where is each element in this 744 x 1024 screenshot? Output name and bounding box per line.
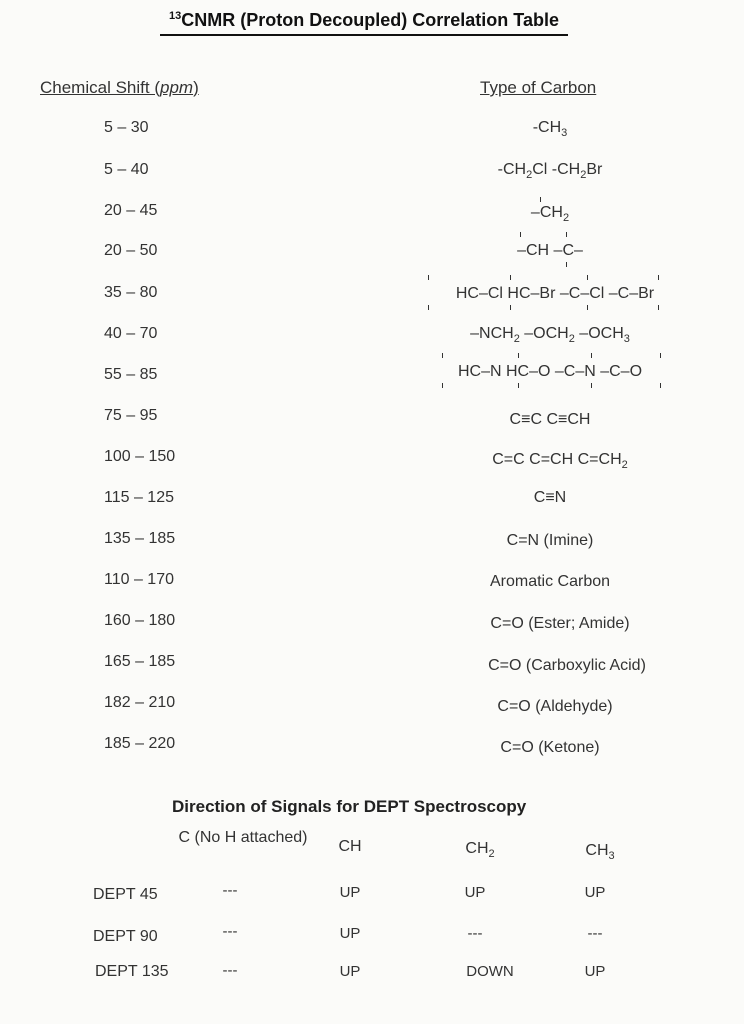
dept-cell: UP [339, 884, 361, 901]
shift-value: 115 – 125 [104, 489, 174, 506]
bond-tick [510, 275, 511, 280]
dept-cell: --- [222, 923, 238, 940]
carbon-type: C=O (Carboxylic Acid) [488, 657, 646, 674]
bond-tick [591, 383, 592, 388]
bond-tick [660, 383, 661, 388]
carbon-type: C=N (Imine) [506, 532, 594, 549]
dept-cell: UP [339, 925, 361, 942]
shift-value: 55 – 85 [104, 366, 158, 383]
title-superscript: 13 [169, 10, 182, 22]
bond-tick [566, 262, 567, 267]
carbon-type: C=O (Ester; Amide) [490, 615, 630, 632]
shift-value: 35 – 80 [104, 284, 158, 301]
bond-tick [587, 305, 588, 310]
dept-row-label: DEPT 45 [93, 886, 158, 903]
shift-value: 20 – 50 [104, 242, 158, 259]
bond-tick [518, 383, 519, 388]
carbon-type: –CH –C– [517, 242, 583, 259]
carbon-type: Aromatic Carbon [489, 573, 611, 590]
bond-tick [442, 383, 443, 388]
carbon-type: $-NCH_2$ $-OCH_2$ $-OCH_3$ [470, 325, 630, 346]
header-shift-unit: ppm [159, 78, 194, 97]
shift-value: 135 – 185 [104, 530, 176, 547]
dept-cell: --- [222, 882, 238, 899]
bond-tick [510, 305, 511, 310]
shift-value: 100 – 150 [104, 448, 176, 465]
dept-cell: UP [584, 884, 606, 901]
dept-title: Direction of Signals for DEPT Spectroscopy [172, 797, 527, 816]
dept-col-ch: CH [338, 838, 362, 855]
carbon-type: C=O (Ketone) [500, 739, 600, 756]
bond-tick [428, 305, 429, 310]
bond-tick [660, 353, 661, 358]
dept-col-c: C (No H attached) [178, 829, 308, 846]
dept-col-ch2: $CH_2$ [465, 840, 495, 861]
dept-cell: UP [584, 963, 606, 980]
bond-tick [518, 353, 519, 358]
dept-row-label: DEPT 135 [95, 963, 169, 980]
shift-value: 5 – 40 [104, 161, 149, 178]
shift-value: 182 – 210 [104, 694, 176, 711]
header-shift-suffix: ) [193, 78, 199, 97]
bond-tick [442, 353, 443, 358]
shift-value: 5 – 30 [104, 119, 149, 136]
carbon-type: $-CH_2Cl$ $-CH_2Br$ [497, 161, 603, 182]
title-text: CNMR (Proton Decoupled) Correlation Table [181, 10, 559, 30]
carbon-type: C=C C=CH $C=CH_2$ [492, 451, 628, 472]
page-title [160, 10, 568, 36]
dept-cell: UP [464, 884, 486, 901]
dept-row-label: DEPT 90 [93, 928, 158, 945]
shift-value: 165 – 185 [104, 653, 176, 670]
dept-cell: --- [222, 962, 238, 979]
bond-tick [587, 275, 588, 280]
dept-cell: --- [467, 925, 483, 942]
shift-value: 160 – 180 [104, 612, 176, 629]
bond-tick [540, 197, 541, 202]
carbon-type: HC–Cl HC–Br –C–Cl –C–Br [455, 285, 655, 302]
header-chemical-shift [40, 78, 199, 98]
carbon-type: C≡N [533, 489, 567, 506]
carbon-type: $-CH_2$ [530, 204, 570, 225]
header-type-of-carbon: Type of Carbon [480, 78, 597, 97]
bond-tick [658, 305, 659, 310]
bond-tick [428, 275, 429, 280]
header-shift-prefix: Chemical Shift ( [40, 78, 160, 97]
bond-tick [591, 353, 592, 358]
carbon-type: $-CH_3$ [532, 119, 568, 140]
shift-value: 20 – 45 [104, 202, 158, 219]
carbon-type: C≡C C≡CH [509, 411, 591, 428]
dept-col-ch3: $CH_3$ [585, 842, 615, 863]
shift-value: 75 – 95 [104, 407, 158, 424]
dept-cell: --- [587, 925, 603, 942]
carbon-type: C=O (Aldehyde) [497, 698, 613, 715]
bond-tick [566, 232, 567, 237]
carbon-type: HC–N HC–O –C–N –C–O [457, 363, 643, 380]
shift-value: 185 – 220 [104, 735, 176, 752]
shift-value: 40 – 70 [104, 325, 158, 342]
dept-cell: DOWN [466, 963, 514, 980]
bond-tick [520, 232, 521, 237]
dept-cell: UP [339, 963, 361, 980]
bond-tick [658, 275, 659, 280]
shift-value: 110 – 170 [104, 571, 174, 588]
